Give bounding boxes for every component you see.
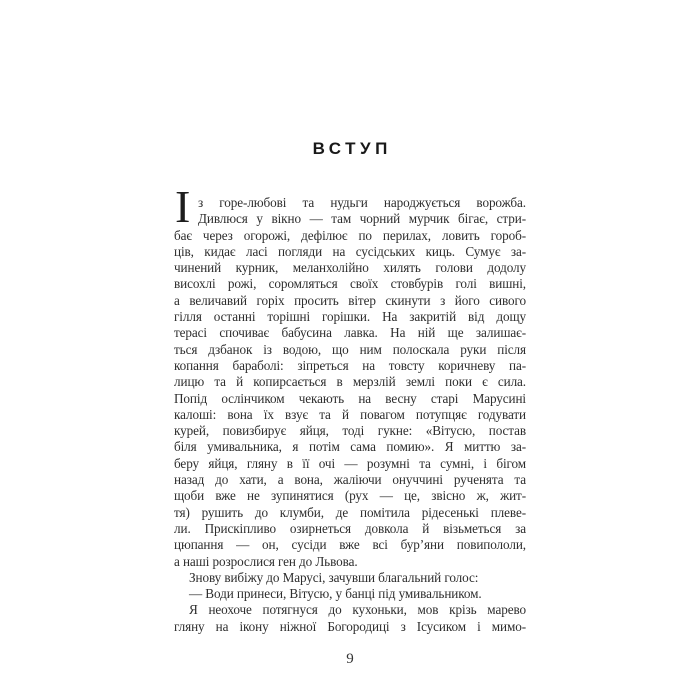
text-line: — Води принеси, Вітусю, у банці під умивальником. bbox=[189, 586, 482, 602]
text-line: з горе-любові та нудьги народжується ворожба. bbox=[198, 195, 526, 210]
text-line: калоші: вона їх взує та й повагом потупцяє годувати bbox=[174, 406, 526, 422]
text-line: біля умивальника, я потім сама помию». Я миттю за- bbox=[174, 439, 526, 455]
text-line: терасі спочиває бабусина лавка. На ній ще залишає- bbox=[174, 325, 526, 341]
text-line: бає через огорожі, дефілює по перилах, ловить гороб- bbox=[174, 227, 526, 243]
text-line: копання бараболі: зіпреться на товсту коричневу па- bbox=[174, 357, 526, 373]
text-line: чинений курник, меланхолійно хилять голови додолу bbox=[174, 260, 526, 276]
page-number: 9 bbox=[346, 651, 354, 667]
text-line: ли. Прискіпливо озирнеться довкола й візьметься за bbox=[174, 520, 526, 536]
text-line: а величавий горіх просить вітер скинути з його сивого bbox=[174, 292, 526, 308]
text-line: щоби вже не зупинятися (рух — це, звісно ж, жит- bbox=[174, 488, 526, 504]
drop-cap: І bbox=[175, 181, 191, 232]
text-line: назад до хати, а вона, жаліючи онуччині рученята та bbox=[174, 472, 526, 488]
text-line: беру яйця, гляну в її очі — розумні та сумні, і бігом bbox=[174, 455, 526, 471]
text-line: а наші розрослися ген до Львова. bbox=[174, 553, 358, 569]
body-text bbox=[174, 181, 526, 635]
text-line: Я неохоче потягнуся до кухоньки, мов крізь марево bbox=[189, 602, 526, 618]
text-line: лицю та й копирсається в мерзлій землі поки є сила. bbox=[174, 374, 526, 390]
chapter-title: ВСТУП bbox=[312, 139, 392, 159]
text-line: Знову вибіжу до Марусі, зачувши благальний голос: bbox=[189, 569, 479, 585]
text-line: цюпання — он, сусіди вже всі бур’яни повипололи, bbox=[174, 537, 526, 553]
text-line: ців, кидає ласі погляди на сусідських киць. Сумує за- bbox=[174, 243, 526, 259]
text-line: Попід ослінчиком чекають на весну старі Марусині bbox=[174, 390, 526, 406]
text-line: гляну на ікону ніжної Богородиці з Ісусиком і мимо- bbox=[174, 618, 526, 634]
text-line: курей, повизбирує яйця, тоді гукне: «Вітусю, постав bbox=[174, 423, 526, 439]
text-line: тя) рушить до клумби, де помітила рідесенькі плеве- bbox=[174, 504, 526, 520]
text-line: гілля останні торішні горішки. На закритій від дощу bbox=[174, 309, 526, 325]
text-line: Дивлюся у вікно — там чорний мурчик бігає, стри- bbox=[198, 211, 526, 227]
text-line: ться дзбанок із водою, що ним полоскала руки після bbox=[174, 341, 526, 357]
text-line: висохлі рожі, соромляться своїх стовбурів голі вишні, bbox=[174, 276, 526, 292]
